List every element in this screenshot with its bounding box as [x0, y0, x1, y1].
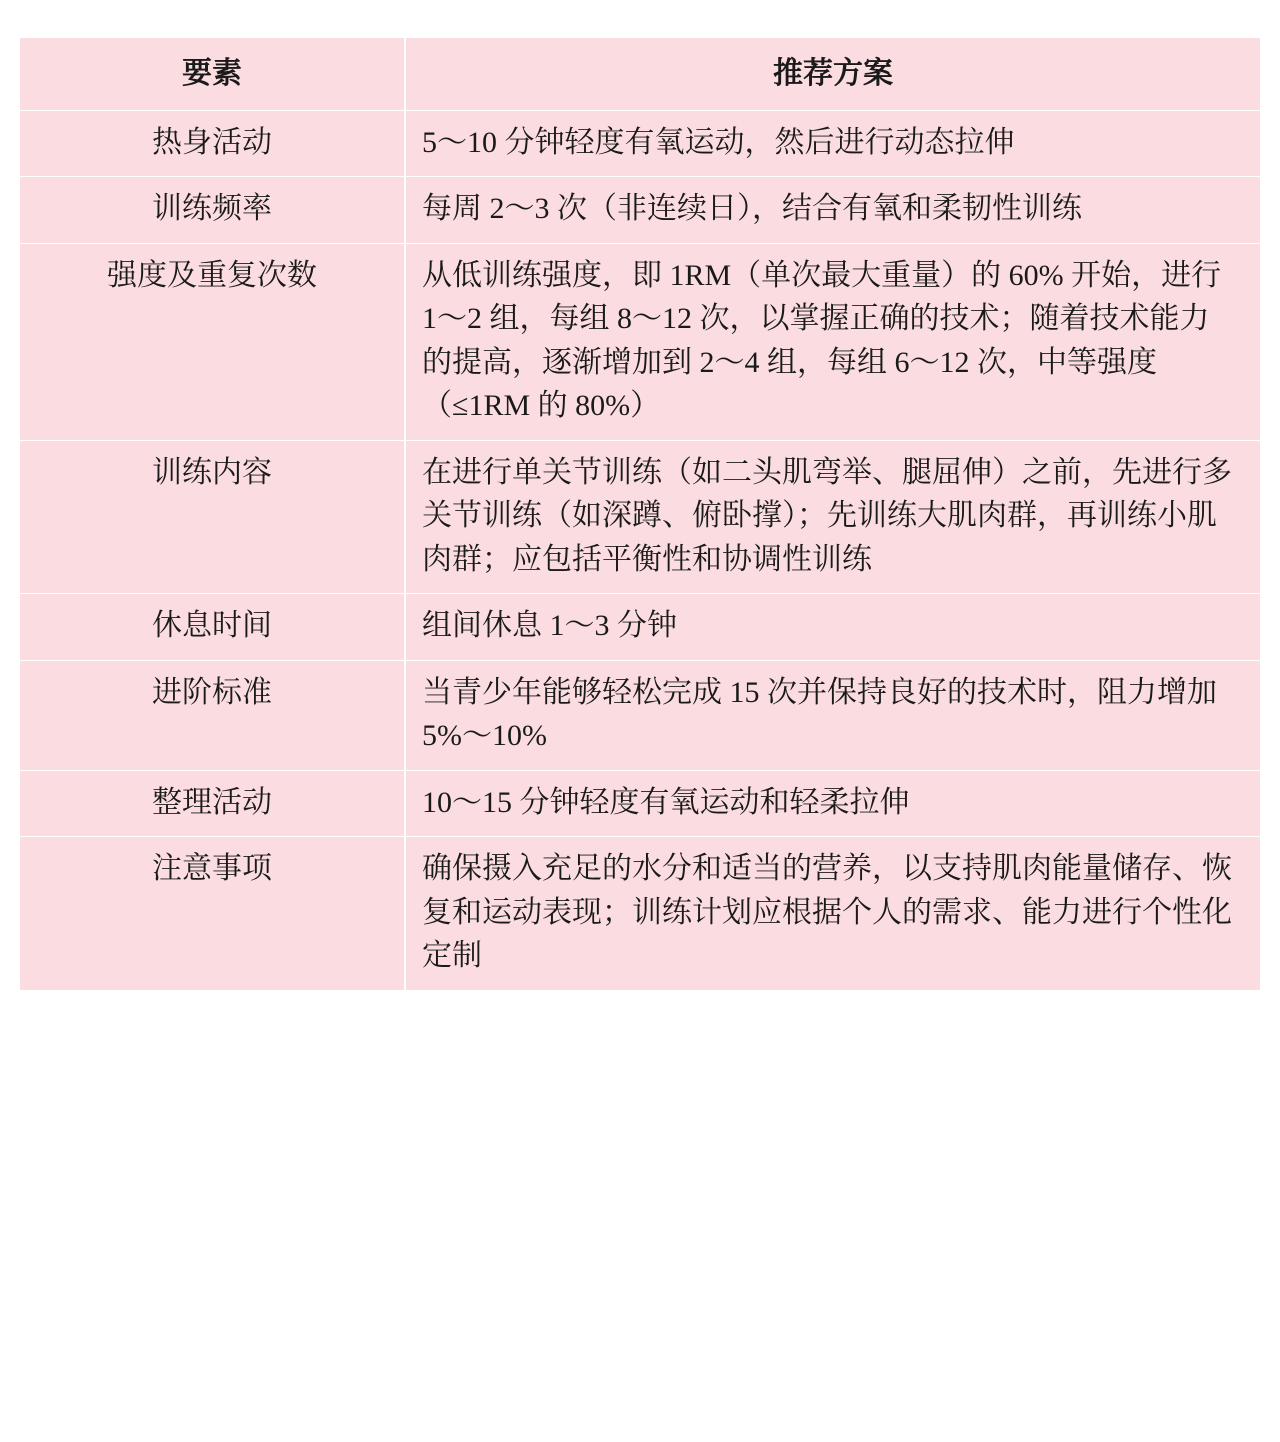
cell-element: 热身活动 [20, 110, 405, 177]
table-row [20, 594, 1260, 661]
cell-recommendation: 确保摄入充足的水分和适当的营养，以支持肌肉能量储存、恢复和运动表现；训练计划应根据个人的需求、能力进行个性化定制 [405, 837, 1260, 990]
document-page [0, 38, 1280, 1442]
column-header-element: 要素 [20, 38, 405, 110]
table-row [20, 660, 1260, 770]
cell-element: 训练内容 [20, 440, 405, 594]
cell-recommendation: 10～15 分钟轻度有氧运动和轻柔拉伸 [405, 770, 1260, 837]
cell-recommendation: 从低训练强度，即 1RM（单次最大重量）的 60% 开始，进行 1～2 组，每组 8～12 次，以掌握正确的技术；随着技术能力的提高，逐渐增加到 2～4 组，每组 6～12 次，中等强度（≤1RM 的 80%） [405, 243, 1260, 440]
cell-recommendation: 当青少年能够轻松完成 15 次并保持良好的技术时，阻力增加 5%～10% [405, 660, 1260, 770]
table-header [20, 38, 1260, 110]
table-row [20, 243, 1260, 440]
cell-recommendation: 每周 2～3 次（非连续日），结合有氧和柔韧性训练 [405, 177, 1260, 244]
cell-element: 进阶标准 [20, 660, 405, 770]
cell-element: 强度及重复次数 [20, 243, 405, 440]
cell-element: 整理活动 [20, 770, 405, 837]
table-body [20, 110, 1260, 990]
table-row [20, 177, 1260, 244]
table-row [20, 837, 1260, 990]
cell-element: 休息时间 [20, 594, 405, 661]
cell-element: 注意事项 [20, 837, 405, 990]
cell-recommendation: 组间休息 1～3 分钟 [405, 594, 1260, 661]
cell-recommendation: 5～10 分钟轻度有氧运动，然后进行动态拉伸 [405, 110, 1260, 177]
cell-element: 训练频率 [20, 177, 405, 244]
table-row [20, 770, 1260, 837]
column-header-recommendation: 推荐方案 [405, 38, 1260, 110]
table-row [20, 440, 1260, 594]
cell-recommendation: 在进行单关节训练（如二头肌弯举、腿屈伸）之前，先进行多关节训练（如深蹲、俯卧撑）；先训练大肌肉群，再训练小肌肉群；应包括平衡性和协调性训练 [405, 440, 1260, 594]
table-row [20, 110, 1260, 177]
table-header-row [20, 38, 1260, 110]
training-recommendation-table [20, 38, 1260, 990]
